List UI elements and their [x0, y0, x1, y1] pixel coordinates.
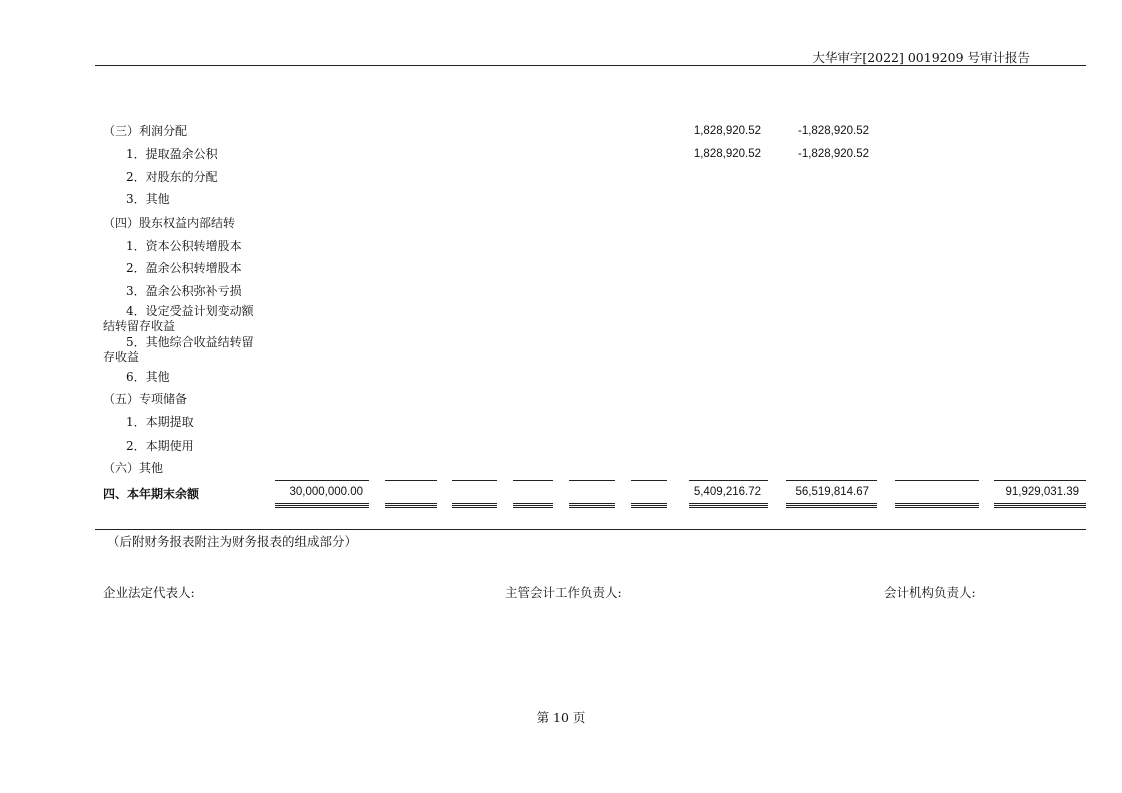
row-label: 2．本期使用 [126, 439, 194, 453]
table-row [0, 304, 1122, 336]
footnote: （后附财务报表附注为财务报表的组成部分） [107, 534, 358, 549]
undistributed-profit-value: -1,828,920.52 [798, 125, 869, 137]
legal-representative-label: 企业法定代表人: [103, 585, 195, 600]
row-label: 1．资本公积转增股本 [126, 239, 242, 253]
table-row [0, 261, 1122, 281]
double-rule-col2 [385, 503, 437, 508]
rule-col5 [569, 480, 615, 481]
double-rule-capital [275, 503, 369, 508]
row-label: 1．提取盈余公积 [126, 147, 218, 161]
row-label: 3．盈余公积弥补亏损 [126, 284, 242, 298]
row-label: 3．其他 [126, 192, 170, 206]
table-row [0, 392, 1122, 412]
table-row [0, 370, 1122, 390]
double-rule-col6 [631, 503, 667, 508]
table-row [0, 170, 1122, 190]
surplus-reserve-value: 1,828,920.52 [693, 125, 761, 137]
rule-col9 [895, 480, 979, 481]
row-label-line1: 5．其他综合收益结转留 [126, 335, 254, 349]
table-row [0, 239, 1122, 259]
row-label-line1: 4．设定受益计划变动额 [126, 304, 254, 318]
row-label: 6．其他 [126, 370, 170, 384]
total-surplus-value: 5,409,216.72 [693, 486, 761, 498]
undistributed-profit-value: -1,828,920.52 [798, 148, 869, 160]
table-row [0, 147, 1122, 167]
rule-capital [275, 480, 369, 481]
table-bottom-rule [95, 529, 1086, 530]
rule-col4 [513, 480, 553, 481]
rule-col2 [385, 480, 437, 481]
surplus-reserve-value: 1,828,920.52 [693, 148, 761, 160]
double-rule-surplus [689, 503, 768, 508]
table-row [0, 192, 1122, 212]
table-row [0, 284, 1122, 304]
accounting-head-label: 主管会计工作负责人: [505, 585, 622, 600]
double-rule-total [994, 503, 1086, 508]
table-row [0, 335, 1122, 367]
rule-undistributed [786, 480, 877, 481]
total-equity-value: 91,929,031.39 [1005, 486, 1079, 498]
row-label: （五）专项储备 [103, 392, 188, 406]
rule-total [994, 480, 1086, 481]
row-label: （三）利润分配 [103, 124, 188, 138]
header-rule [95, 65, 1086, 66]
total-label: 四、本年期末余额 [103, 487, 200, 501]
rule-col6 [631, 480, 667, 481]
total-undistributed-value: 56,519,814.67 [795, 486, 869, 498]
table-row [0, 415, 1122, 435]
table-row [0, 216, 1122, 236]
page-number: 第 10 页 [536, 710, 586, 725]
row-label: 1．本期提取 [126, 415, 194, 429]
row-label-line2: 结转留存收益 [103, 319, 176, 333]
accounting-dept-head-label: 会计机构负责人: [884, 585, 976, 600]
row-label: 2．盈余公积转增股本 [126, 261, 242, 275]
table-row [0, 124, 1122, 144]
double-rule-col3 [452, 503, 497, 508]
double-rule-undistributed [786, 503, 877, 508]
row-label: （六）其他 [103, 461, 164, 475]
total-row [0, 485, 1122, 505]
total-capital-value: 30,000,000.00 [289, 486, 363, 498]
table-row [0, 461, 1122, 481]
rule-col3 [452, 480, 497, 481]
double-rule-col4 [513, 503, 553, 508]
table-row [0, 439, 1122, 459]
row-label: 2．对股东的分配 [126, 170, 218, 184]
double-rule-col5 [569, 503, 615, 508]
report-reference: 大华审字[2022] 0019209 号审计报告 [812, 50, 1030, 65]
double-rule-col9 [895, 503, 979, 508]
row-label-line2: 存收益 [103, 350, 140, 364]
row-label: （四）股东权益内部结转 [103, 216, 236, 230]
rule-surplus [689, 480, 768, 481]
